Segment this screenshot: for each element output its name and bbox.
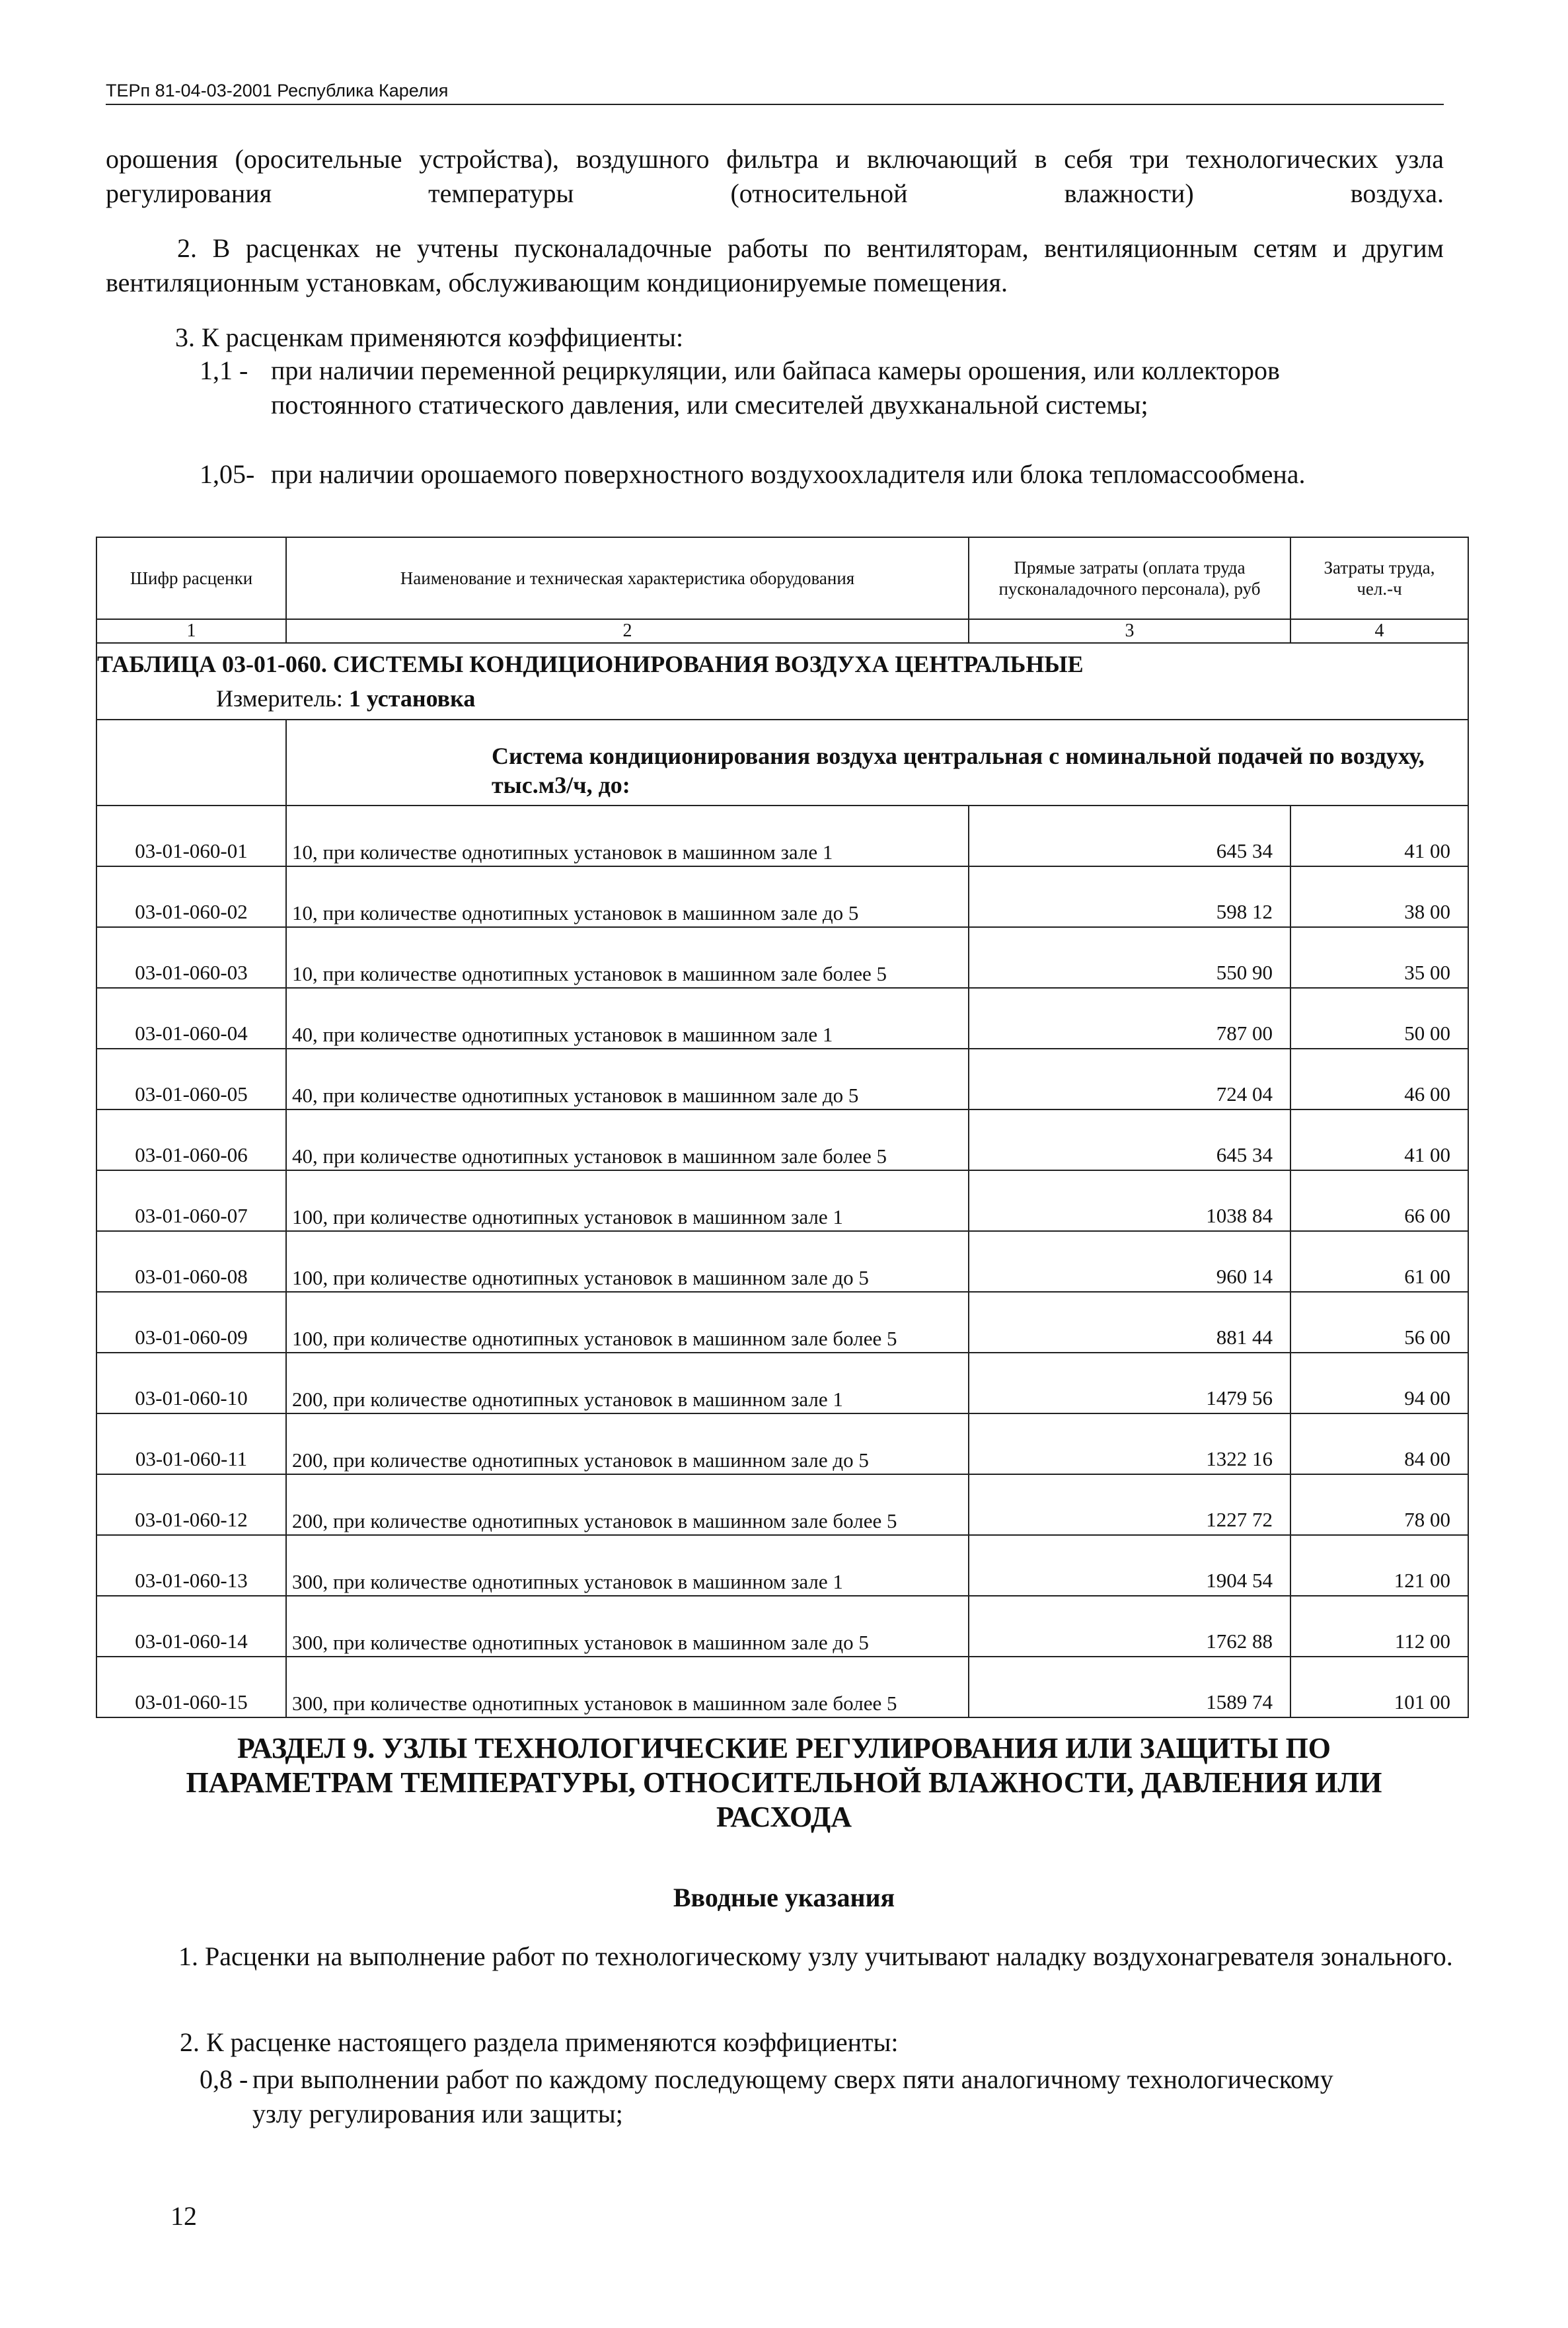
labor-cost: 121 00 — [1290, 1535, 1468, 1596]
labor-cost: 61 00 — [1290, 1231, 1468, 1292]
coefficient-text: при выполнении работ по каждому последующему сверх пяти аналогичному технологическому узлу регулирования или защиты; — [252, 2064, 1333, 2128]
labor-cost: 50 00 — [1290, 988, 1468, 1049]
rate-code: 03-01-060-15 — [96, 1657, 286, 1717]
coefficient-value: 1,1 - — [200, 356, 248, 385]
equipment-name: 100, при количестве однотипных установок в машинном зале до 5 — [286, 1231, 969, 1292]
equipment-name: 300, при количестве однотипных установок в машинном зале до 5 — [286, 1596, 969, 1657]
column-header-labor: Затраты труда, чел.-ч — [1290, 537, 1468, 619]
labor-cost: 66 00 — [1290, 1170, 1468, 1231]
rates-table — [96, 537, 1469, 1718]
rate-code: 03-01-060-05 — [96, 1049, 286, 1109]
rate-code: 03-01-060-13 — [96, 1535, 286, 1596]
coefficient-value: 0,8 - — [200, 2064, 248, 2094]
column-number: 4 — [1290, 619, 1468, 643]
table-row — [96, 1292, 1468, 1353]
rate-code: 03-01-060-11 — [96, 1413, 286, 1474]
page-header: ТЕРп 81-04-03-2001 Республика Карелия — [106, 81, 1444, 105]
equipment-name: 10, при количестве однотипных установок в машинном зале до 5 — [286, 866, 969, 927]
labor-cost: 41 00 — [1290, 806, 1468, 866]
rate-code: 03-01-060-07 — [96, 1170, 286, 1231]
rate-code: 03-01-060-09 — [96, 1292, 286, 1353]
table-title-cell — [96, 643, 1468, 720]
labor-cost: 46 00 — [1290, 1049, 1468, 1109]
intro-paragraph: орошения (оросительные устройства), воздушного фильтра и включающий в себя три технологических узла регулирования температуры (относительной влажности) воздуха. — [106, 144, 1444, 208]
column-header-name: Наименование и техническая характеристика оборудования — [286, 537, 969, 619]
table-row — [96, 866, 1468, 927]
column-header-cost: Прямые затраты (оплата труда пусконаладочного персонала), руб — [969, 537, 1290, 619]
note-2-paragraph: 2. В расценках не учтены пусконаладочные работы по вентиляторам, вентиляционным сетям и другим вентиляционным установкам, обслуживающим кондиционируемые помещения. — [106, 233, 1444, 297]
direct-cost: 881 44 — [969, 1292, 1290, 1353]
note-3-heading: 3. К расценкам применяются коэффициенты: — [175, 322, 684, 352]
page-number: 12 — [170, 2201, 197, 2231]
direct-cost: 1038 84 — [969, 1170, 1290, 1231]
direct-cost: 1227 72 — [969, 1474, 1290, 1535]
direct-cost: 787 00 — [969, 988, 1290, 1049]
equipment-name: 40, при количестве однотипных установок в машинном зале более 5 — [286, 1109, 969, 1170]
table-title: ТАБЛИЦА 03-01-060. СИСТЕМЫ КОНДИЦИОНИРОВАНИЯ ВОЗДУХА ЦЕНТРАЛЬНЫЕ — [97, 651, 1084, 677]
labor-cost: 41 00 — [1290, 1109, 1468, 1170]
column-header-code: Шифр расценки — [96, 537, 286, 619]
rate-code: 03-01-060-03 — [96, 927, 286, 988]
system-description: Система кондиционирования воздуха центральная с номинальной подачей по воздуху, тыс.м3/ч, до: — [286, 720, 1468, 806]
column-number: 2 — [286, 619, 969, 643]
labor-cost: 78 00 — [1290, 1474, 1468, 1535]
coefficient-text: при наличии орошаемого поверхностного воздухоохладителя или блока тепломассообмена. — [271, 459, 1306, 489]
section-9-title: РАЗДЕЛ 9. УЗЛЫ ТЕХНОЛОГИЧЕСКИЕ РЕГУЛИРОВАНИЯ ИЛИ ЗАЩИТЫ ПО ПАРАМЕТРАМ ТЕМПЕРАТУРЫ, ОТНОСИТЕЛЬНОЙ ВЛАЖНОСТИ, ДАВЛЕНИЯ ИЛИ РАСХОДА — [186, 1732, 1382, 1833]
equipment-name: 40, при количестве однотипных установок в машинном зале до 5 — [286, 1049, 969, 1109]
direct-cost: 645 34 — [969, 806, 1290, 866]
equipment-name: 10, при количестве однотипных установок в машинном зале более 5 — [286, 927, 969, 988]
measure-value: 1 установка — [348, 685, 476, 712]
equipment-name: 200, при количестве однотипных установок в машинном зале до 5 — [286, 1413, 969, 1474]
direct-cost: 1479 56 — [969, 1353, 1290, 1413]
table-row — [96, 1596, 1468, 1657]
section-9-subheading: Вводные указания — [673, 1883, 895, 1912]
direct-cost: 645 34 — [969, 1109, 1290, 1170]
rate-code: 03-01-060-08 — [96, 1231, 286, 1292]
direct-cost: 724 04 — [969, 1049, 1290, 1109]
section-9-paragraph-1: 1. Расценки на выполнение работ по технологическому узлу учитывают наладку воздухонагревателя зонального. — [178, 1941, 1453, 1971]
table-measure — [97, 681, 1468, 716]
table-row — [96, 1231, 1468, 1292]
table-row — [96, 927, 1468, 988]
direct-cost: 1589 74 — [969, 1657, 1290, 1717]
direct-cost: 1762 88 — [969, 1596, 1290, 1657]
table-row — [96, 1170, 1468, 1231]
equipment-name: 300, при количестве однотипных установок в машинном зале более 5 — [286, 1657, 969, 1717]
rate-code: 03-01-060-04 — [96, 988, 286, 1049]
column-number: 1 — [96, 619, 286, 643]
column-number: 3 — [969, 619, 1290, 643]
direct-cost: 598 12 — [969, 866, 1290, 927]
labor-cost: 112 00 — [1290, 1596, 1468, 1657]
table-row — [96, 988, 1468, 1049]
table-row — [96, 1474, 1468, 1535]
direct-cost: 1904 54 — [969, 1535, 1290, 1596]
table-row — [96, 1535, 1468, 1596]
labor-cost: 56 00 — [1290, 1292, 1468, 1353]
labor-cost: 101 00 — [1290, 1657, 1468, 1717]
equipment-name: 100, при количестве однотипных установок в машинном зале более 5 — [286, 1292, 969, 1353]
table-row — [96, 1657, 1468, 1717]
system-code-cell — [96, 720, 286, 806]
measure-label: Измеритель: — [216, 685, 343, 712]
equipment-name: 200, при количестве однотипных установок в машинном зале более 5 — [286, 1474, 969, 1535]
equipment-name: 100, при количестве однотипных установок в машинном зале 1 — [286, 1170, 969, 1231]
rate-code: 03-01-060-14 — [96, 1596, 286, 1657]
rate-code: 03-01-060-01 — [96, 806, 286, 866]
table-row — [96, 1109, 1468, 1170]
section-9-paragraph-2: 2. К расценке настоящего раздела применяются коэффициенты: — [180, 2027, 899, 2057]
direct-cost: 1322 16 — [969, 1413, 1290, 1474]
equipment-name: 40, при количестве однотипных установок в машинном зале 1 — [286, 988, 969, 1049]
equipment-name: 10, при количестве однотипных установок в машинном зале 1 — [286, 806, 969, 866]
coefficient-value: 1,05- — [200, 459, 255, 489]
rate-code: 03-01-060-02 — [96, 866, 286, 927]
equipment-name: 200, при количестве однотипных установок в машинном зале 1 — [286, 1353, 969, 1413]
coefficient-text: при наличии переменной рециркуляции, или байпаса камеры орошения, или коллекторов постоянного статического давления, или смесителей двухканальной системы; — [271, 356, 1280, 420]
rate-code: 03-01-060-12 — [96, 1474, 286, 1535]
labor-cost: 84 00 — [1290, 1413, 1468, 1474]
equipment-name: 300, при количестве однотипных установок в машинном зале 1 — [286, 1535, 969, 1596]
labor-cost: 38 00 — [1290, 866, 1468, 927]
labor-cost: 35 00 — [1290, 927, 1468, 988]
rate-code: 03-01-060-10 — [96, 1353, 286, 1413]
rate-code: 03-01-060-06 — [96, 1109, 286, 1170]
table-row — [96, 1413, 1468, 1474]
labor-cost: 94 00 — [1290, 1353, 1468, 1413]
table-row — [96, 806, 1468, 866]
direct-cost: 960 14 — [969, 1231, 1290, 1292]
table-row — [96, 1353, 1468, 1413]
direct-cost: 550 90 — [969, 927, 1290, 988]
table-row — [96, 1049, 1468, 1109]
